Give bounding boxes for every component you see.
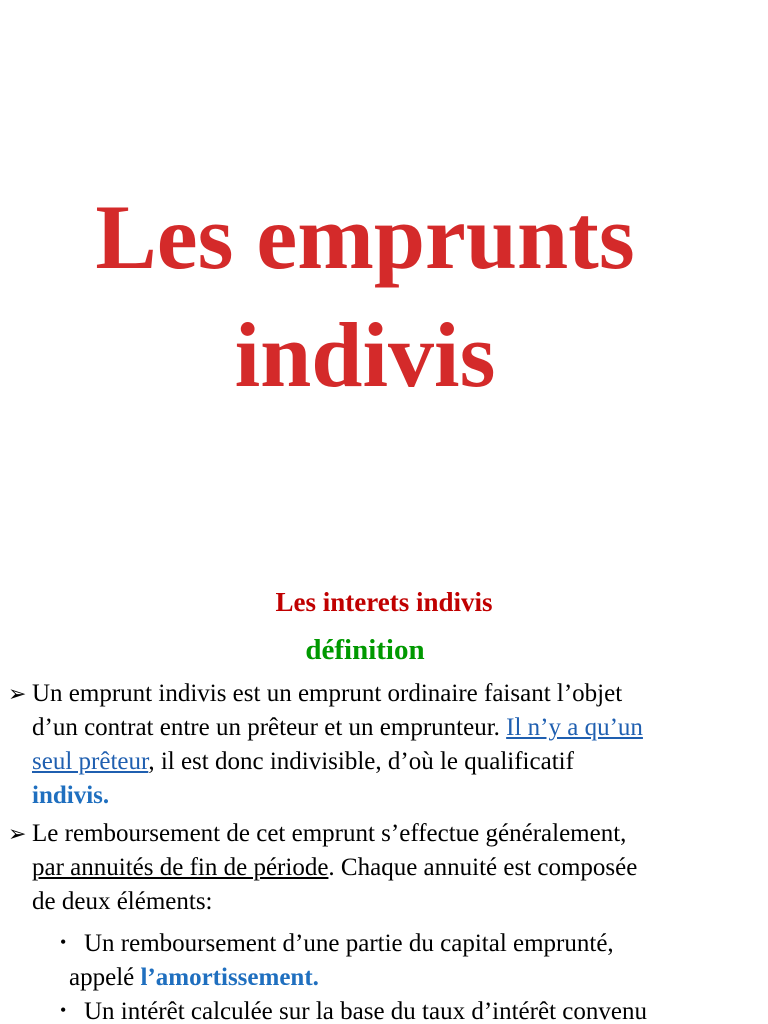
bullet-1-link-a[interactable]: Il n’y a qu’un (506, 714, 643, 741)
sub-bullet-1-prefix: appelé (69, 964, 141, 991)
bullet-1-text-line-2: d’un contrat entre un prêteur et un emprunteur. (32, 714, 507, 741)
bullet-1-text-part-2: , il est donc indivisible, d’où le qualificatif (148, 748, 574, 775)
bullet-2-text-part-2: . Chaque annuité est composée (328, 854, 638, 881)
sub-bullet-1-emphasis: l’amortissement. (140, 964, 319, 991)
arrow-bullet-icon: ➢ (8, 681, 27, 706)
arrow-bullet-icon: ➢ (8, 821, 27, 846)
bullet-2-text-line-1: Le remboursement de cet emprunt s’effectue généralement, (32, 820, 627, 847)
sub-bullet-1 (60, 925, 740, 995)
sub-bullet-2-line-1: Un intérêt calculée sur la base du taux d’intérêt convenu (84, 998, 647, 1024)
page-title (0, 178, 730, 414)
bullet-1-link-b[interactable]: seul prêteur (32, 748, 149, 775)
sub-bullet-1-line-1: Un remboursement d’une partie du capital emprunté, (84, 930, 614, 957)
bullet-paragraph-1 (8, 677, 723, 813)
bullet-1-line-3 (8, 745, 723, 779)
page-title-line-1: Les emprunts (95, 186, 635, 288)
section-title: Les interets indivis (275, 587, 493, 617)
sub-bullet-1-line-2 (60, 961, 740, 995)
bullet-2-line-2 (8, 851, 723, 885)
bullet-1-emphasis: indivis. (32, 782, 110, 809)
bullet-2-underlined: par annuités de fin de période (32, 854, 329, 881)
page-title-line-2: indivis (234, 304, 496, 406)
bullet-1-text-line-1: Un emprunt indivis est un emprunt ordinaire faisant l’objet (32, 680, 623, 707)
bullet-2-text-line-3: de deux éléments: (32, 888, 213, 915)
section-subtitle: définition (305, 634, 425, 666)
bullet-1-line-2 (8, 711, 723, 745)
dot-bullet-icon: • (60, 1000, 67, 1020)
bullet-paragraph-2 (8, 817, 723, 919)
dot-bullet-icon: • (60, 932, 67, 952)
sub-bullet-2 (60, 993, 740, 1024)
